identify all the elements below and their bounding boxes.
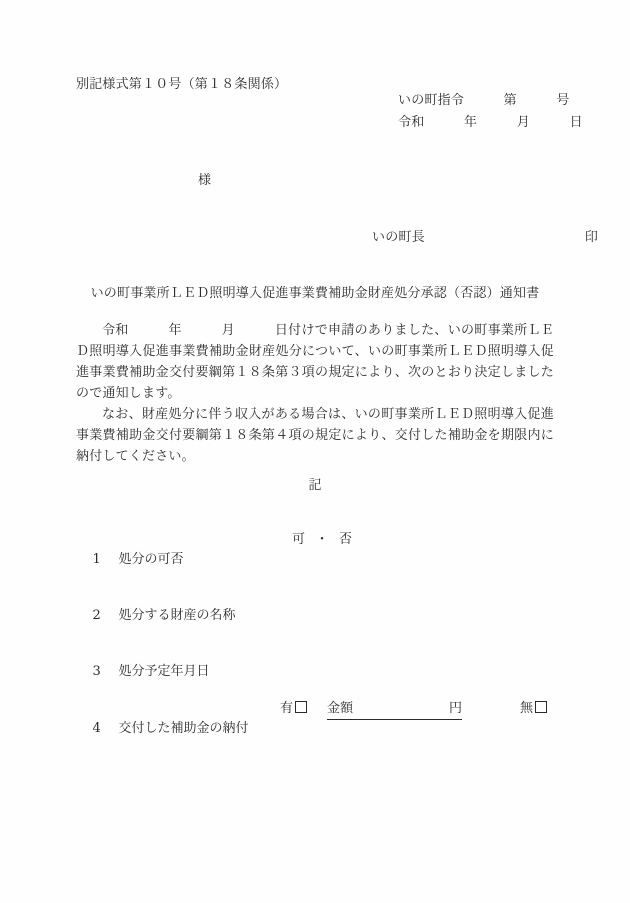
item-label: 処分の可否 xyxy=(118,552,184,567)
seal-mark: 印 xyxy=(584,230,599,245)
body-paragraph-2: なお、財産処分に伴う収入がある場合は、いの町事業所ＬＥＤ照明導入促進事業費補助金交付要綱第１８条第４項の規定により、交付した補助金を期限内に納付してください。 xyxy=(76,407,554,464)
issuer-name: いの町長 xyxy=(372,230,425,245)
item-number: 2 xyxy=(92,608,101,623)
list-item xyxy=(76,530,556,567)
choice-approve-option[interactable]: 可 xyxy=(292,532,306,547)
disposal-choice-group xyxy=(262,530,352,550)
addressee-honorific: 様 xyxy=(198,173,212,188)
list-item xyxy=(76,642,556,679)
payment-yes-label: 有 xyxy=(280,701,294,716)
list-item xyxy=(76,586,556,623)
body-paragraph-1: 令和 年 月 日付けで申請のありました、いの町事業所ＬＥＤ照明導入促進事業費補助金財産処分について、いの町事業所ＬＥＤ照明導入促進事業費補助金交付要綱第１８条第３項の規定により、次のとおり決定しましたので通知します。 xyxy=(76,323,554,401)
amount-label: 金額 xyxy=(327,701,354,716)
ki-marker: 記 xyxy=(308,478,322,493)
form-number-heading: 別記様式第１０号（第１８条関係） xyxy=(76,77,288,92)
item-label: 交付した補助金の納付 xyxy=(118,721,249,736)
item-number: 4 xyxy=(92,721,101,736)
directive-number-line: いの町指令 第 号 xyxy=(398,93,570,108)
issuer-line xyxy=(372,229,598,247)
issue-date-line: 令和 年 月 日 xyxy=(398,115,583,130)
item-label: 処分予定年月日 xyxy=(118,664,210,679)
currency-unit: 円 xyxy=(449,701,463,716)
payment-choice-group xyxy=(262,699,549,720)
choice-separator: ・ xyxy=(315,532,329,547)
list-item xyxy=(76,699,556,736)
item-number: 1 xyxy=(92,552,101,567)
payment-yes-checkbox[interactable] xyxy=(295,701,307,713)
page-title: いの町事業所ＬＥＤ照明導入促進事業費補助金財産処分承認（否認）通知書 xyxy=(90,286,540,301)
payment-no-checkbox[interactable] xyxy=(535,701,547,713)
payment-no-label: 無 xyxy=(520,701,534,716)
choice-deny-option[interactable]: 否 xyxy=(339,532,353,547)
item-label: 処分する財産の名称 xyxy=(118,608,236,623)
amount-field[interactable] xyxy=(327,699,462,720)
item-number: 3 xyxy=(92,664,101,679)
